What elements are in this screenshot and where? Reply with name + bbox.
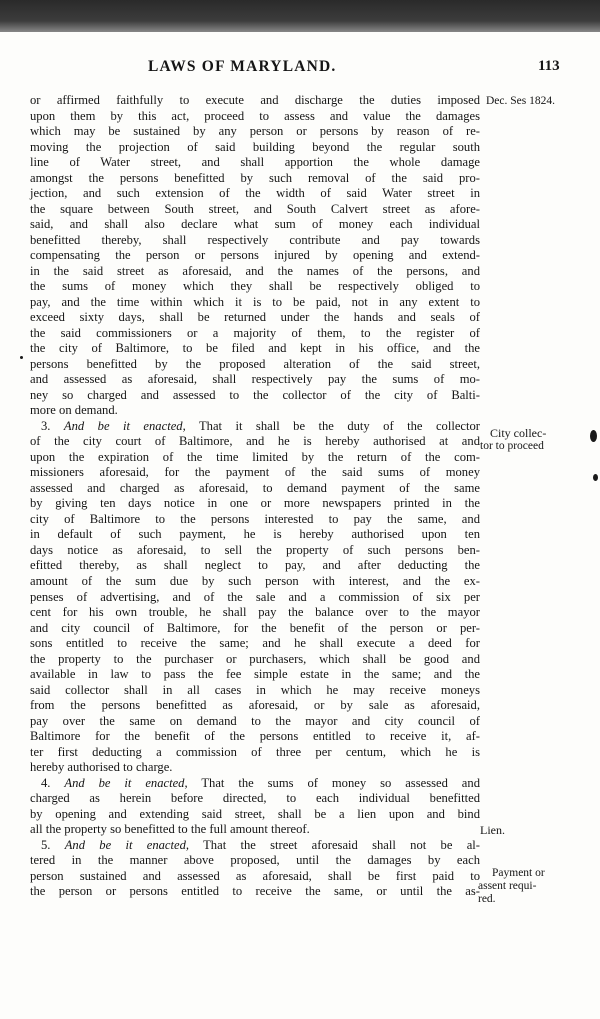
text-line: upon the expiration of the time limited by the return of the com- (30, 449, 480, 464)
margin-note-lien: Lien. (480, 823, 505, 837)
text-line: amount of the sum due by such person with interest, and the ex- (30, 573, 480, 588)
text-line: compensating the person or persons injured by opening and extend- (30, 248, 480, 263)
text-line: from the persons benefitted as aforesaid, or by sale as aforesaid, (30, 698, 480, 713)
text-line: amongst the persons benefitted by such removal of the said pro- (30, 170, 480, 185)
text-line: said, and shall also declare what sum of money each individual (30, 217, 480, 232)
text-line: pay over the same on demand to the mayor and city council of (30, 713, 480, 728)
body-text (30, 93, 480, 900)
ink-speck (590, 430, 597, 442)
text-line: benefitted thereby, shall respectively contribute and pay towards (30, 232, 480, 247)
text-line: of the city court of Baltimore, and he is hereby authorised at and (30, 434, 480, 449)
text-line: the sums of money which they shall be respectively obliged to (30, 279, 480, 294)
margin-note-payment-1: Payment or (492, 867, 545, 879)
text-line: tered in the manner above proposed, until the damages by each (30, 853, 480, 868)
text-line: moving the projection of said building beyond the regular south (30, 139, 480, 154)
text-line: and city council of Baltimore, for the benefit of the person or per- (30, 620, 480, 635)
text-line: upon them by this act, proceed to assess and value the damages (30, 108, 480, 123)
text-line: persons benefitted by the proposed alteration of the said street, (30, 356, 480, 371)
text-line: in default of such payment, he is hereby authorised upon ten (30, 527, 480, 542)
section-5-start: 5. And be it enacted, That the street aforesaid shall not be al- (41, 837, 480, 852)
text-line: the property to the purchaser or purchasers, which shall be good and (30, 651, 480, 666)
text-line: more on demand. (30, 403, 118, 418)
text-line: cent for his own trouble, he shall pay the balance over to the mayor (30, 605, 480, 620)
text-line: the said commissioners or a majority of them, to the register of (30, 325, 480, 340)
text-line: available in law to pass the fee simple estate in the same; and the (30, 667, 480, 682)
text-line: the city of Baltimore, to be filed and kept in his office, and the (30, 341, 480, 356)
text-line: all the property so benefitted to the full amount thereof. (30, 822, 310, 837)
text-line: ney so charged and assessed to the collector of the city of Balti- (30, 387, 480, 402)
text-line: the person or persons entitled to receive the same, or until the as- (30, 884, 480, 899)
text-line: assessed and charged as aforesaid, to demand payment of the same (30, 480, 480, 495)
text-line: city of Baltimore to the persons interested to pay the same, and (30, 511, 480, 526)
ink-speck (593, 474, 598, 481)
margin-note-city-collector-2: tor to proceed (480, 440, 544, 452)
text-line: jection, and such extension of the width of said Water street in (30, 186, 480, 201)
running-title: LAWS OF MARYLAND. (148, 58, 337, 75)
text-line: efitted thereby, as shall neglect to pay, and after deducting the (30, 558, 480, 573)
text-line: which may be sustained by any person or persons by reason of re- (30, 124, 480, 139)
enacting-clause: And be it enacted, (64, 837, 190, 852)
text-line: and assessed as aforesaid, shall respectively pay the sums of mo- (30, 372, 480, 387)
text-line: said collector shall in all cases in which he may receive moneys (30, 682, 480, 697)
margin-note-session-date: Dec. Ses 1824. (486, 95, 555, 107)
text-line: penses of advertising, and of the sale and a commission of six per (30, 589, 480, 604)
margin-note-payment-2: assent requi- (478, 880, 537, 892)
section-3-start: 3. And be it enacted, That it shall be the duty of the collector (41, 418, 481, 433)
text-line: exceed sixty days, shall be returned under the hands and seals of (30, 310, 480, 325)
text-line: in the said street as aforesaid, and the names of the persons, and (30, 263, 480, 278)
text-line: days notice as aforesaid, to sell the property of such persons ben- (30, 542, 480, 557)
section-4-start: 4. And be it enacted, That the sums of money so assessed and (41, 775, 480, 790)
margin-note-city-collector-1: City collec- (490, 426, 547, 440)
enacting-clause: And be it enacted, (63, 418, 186, 433)
text-line: or affirmed faithfully to execute and discharge the duties imposed (30, 93, 480, 107)
page-number: 113 (538, 58, 560, 74)
text-line: ter first deducting a commission of three per centum, which he is (30, 744, 480, 759)
enacting-clause: And be it enacted, (64, 775, 188, 790)
text-line: the square between South street, and South Calvert street as afore- (30, 201, 480, 216)
text-line: by giving ten days notice in one or more newspapers printed in the (30, 496, 480, 511)
margin-note-payment-3: red. (478, 893, 496, 905)
text-line: line of Water street, and shall apportion the whole damage (30, 155, 480, 170)
text-line: charged as herein before directed, to each individual benefitted (30, 791, 480, 806)
text-line: missioners aforesaid, for the payment of the said sums of money (30, 465, 480, 480)
text-line: pay, and the time within which it is to be paid, not in any extent to (30, 294, 480, 309)
text-line: person sustained and assessed as aforesaid, shall be first paid to (30, 868, 480, 883)
text-line: sons entitled to receive the same; and he shall execute a deed for (30, 636, 480, 651)
text-line: by opening and extending said street, shall be a lien upon and bind (30, 806, 480, 821)
page-header (0, 58, 600, 82)
ink-speck (20, 356, 23, 359)
text-line: hereby authorised to charge. (30, 760, 173, 775)
text-line: Baltimore for the benefit of the persons entitled to receive it, af- (30, 729, 480, 744)
